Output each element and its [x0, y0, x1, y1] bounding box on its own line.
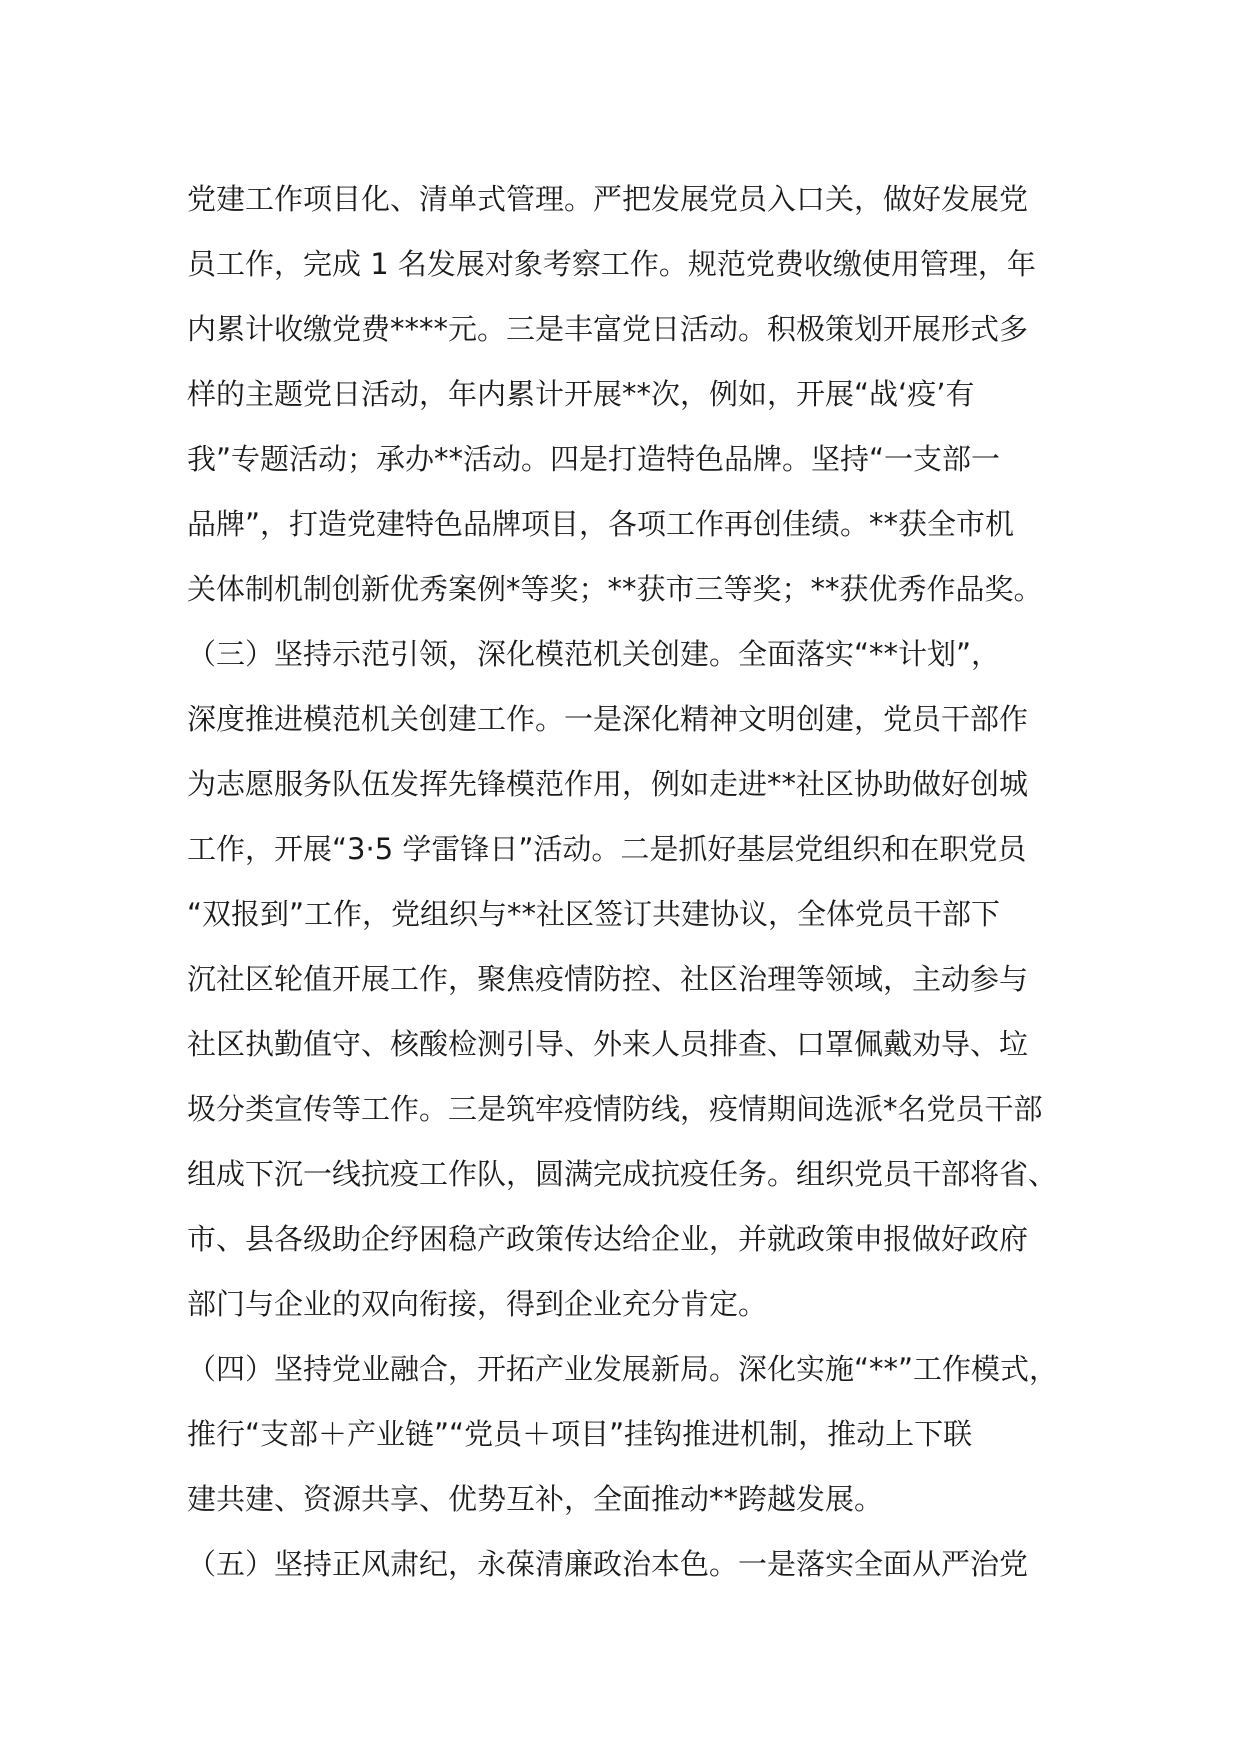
text-line: 内累计收缴党费****元。三是丰富党日活动。积极策划开展形式多 [187, 312, 1029, 346]
text-line: “双报到”工作，党组织与**社区签订共建协议，全体党员干部下 [187, 897, 1001, 931]
text-line: 市、县各级助企纾困稳产政策传达给企业，并就政策申报做好政府 [187, 1222, 1029, 1256]
text-line: 组成下沉一线抗疫工作队，圆满完成抗疫任务。组织党员干部将省、 [187, 1157, 1058, 1191]
text-line: 关体制机制创新优秀案例*等奖；**获市三等奖；**获优秀作品奖。 [187, 572, 1043, 606]
text-line: 深度推进模范机关创建工作。一是深化精神文明创建，党员干部作 [187, 702, 1029, 736]
text-line: 圾分类宣传等工作。三是筑牢疫情防线，疫情期间选派*名党员干部 [187, 1092, 1043, 1126]
body-text [187, 167, 1087, 1597]
section-heading-line: （三）坚持示范引领，深化模范机关创建。全面落实“**计划”， [187, 637, 1001, 671]
text-line: 员工作，完成 1 名发展对象考察工作。规范党费收缴使用管理，年 [187, 247, 1036, 281]
text-line: 我”专题活动；承办**活动。四是打造特色品牌。坚持“一支部一 [187, 442, 1001, 476]
text-line: 建共建、资源共享、优势互补，全面推动**跨越发展。 [187, 1482, 884, 1516]
text-line: 品牌”，打造党建特色品牌项目，各项工作再创佳绩。**获全市机 [187, 507, 1015, 541]
text-line: 部门与企业的双向衔接，得到企业充分肯定。 [187, 1287, 768, 1321]
text-line: 沉社区轮值开展工作，聚焦疫情防控、社区治理等领域，主动参与 [187, 962, 1029, 996]
text-line: 工作，开展“3·5 学雷锋日”活动。二是抓好基层党组织和在职党员 [187, 832, 1027, 866]
text-line: 社区执勤值守、核酸检测引导、外来人员排查、口罩佩戴劝导、垃 [187, 1027, 1029, 1061]
text-line: 党建工作项目化、清单式管理。严把发展党员入口关，做好发展党 [187, 182, 1029, 216]
section-heading-line: （四）坚持党业融合，开拓产业发展新局。深化实施“**”工作模式， [187, 1352, 1059, 1386]
text-line: 推行“支部＋产业链”“党员＋项目”挂钩推进机制，推动上下联 [187, 1417, 973, 1451]
text-line: 样的主题党日活动，年内累计开展**次，例如，开展“战‘疫’有 [187, 377, 975, 411]
text-line: 为志愿服务队伍发挥先锋模范作用，例如走进**社区协助做好创城 [187, 767, 1029, 801]
section-heading-line: （五）坚持正风肃纪，永葆清廉政治本色。一是落实全面从严治党 [187, 1547, 1029, 1581]
